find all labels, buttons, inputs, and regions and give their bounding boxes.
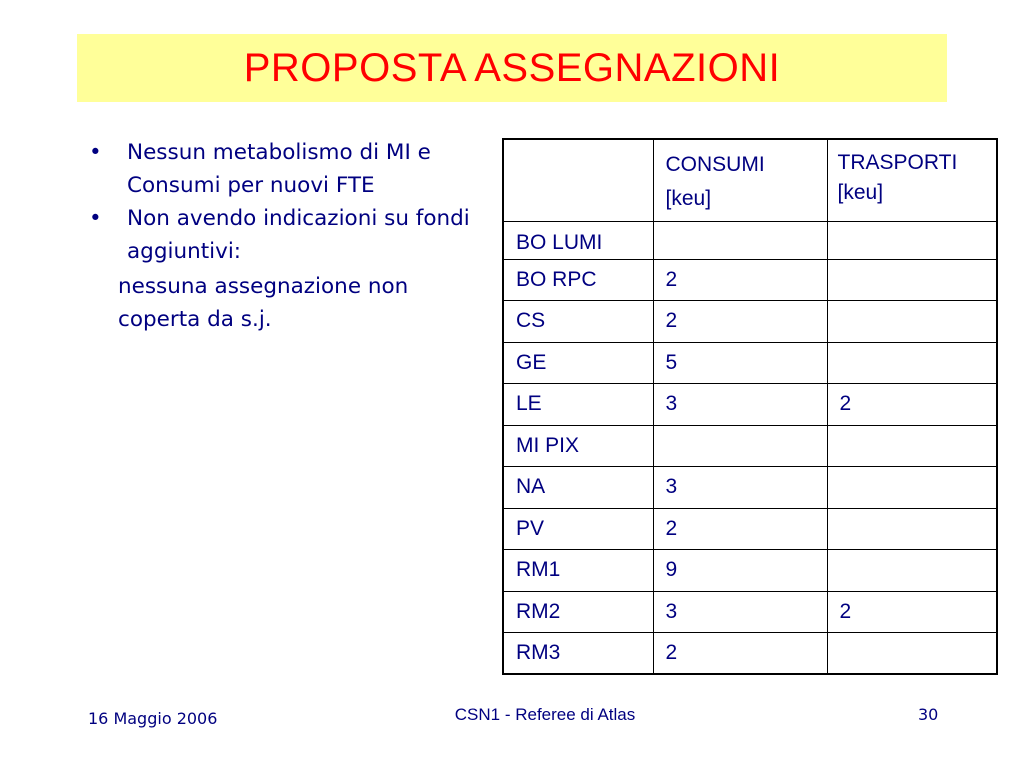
row-name: PV [503,508,653,550]
row-consumi [653,425,827,467]
row-name: MI PIX [503,425,653,467]
table-row [503,342,997,384]
row-trasporti [827,221,997,259]
row-name: BO LUMI [503,221,653,259]
row-trasporti: 2 [827,591,997,633]
continuation-text: nessuna assegnazione non coperta da s.j. [118,274,409,332]
header-consumi-line1: CONSUMI [665,153,765,176]
row-consumi: 2 [653,633,827,675]
bullet-text: Nessun metabolismo di MI e Consumi per nuovi FTE [127,140,431,198]
row-consumi: 3 [653,467,827,509]
header-trasporti-line1: TRASPORTI [837,151,958,174]
bullet-item [85,136,485,202]
row-consumi: 3 [653,591,827,633]
bullet-text: Non avendo indicazioni su fondi aggiuntivi: [127,206,470,264]
table-row [503,384,997,426]
row-trasporti: 2 [827,384,997,426]
header-empty-cell [503,139,653,221]
table-row [503,301,997,343]
table-row [503,508,997,550]
row-name: BO RPC [503,259,653,301]
footer-date: 16 Maggio 2006 [88,709,218,728]
table-row [503,591,997,633]
row-name: NA [503,467,653,509]
table-row [503,467,997,509]
bullet-dot-icon: • [89,140,102,165]
slide-title: PROPOSTA ASSEGNAZIONI [243,45,781,90]
row-trasporti [827,467,997,509]
bullet-item [85,202,485,268]
row-trasporti [827,508,997,550]
row-name: RM3 [503,633,653,675]
assignments-table [502,138,998,675]
header-trasporti [827,139,997,221]
table-row [503,425,997,467]
footer-page-number: 30 [918,705,939,724]
footer-title: CSN1 - Referee di Atlas [454,705,636,724]
row-name: RM1 [503,550,653,592]
table-row [503,550,997,592]
row-name: CS [503,301,653,343]
row-name: RM2 [503,591,653,633]
table-row [503,221,997,259]
header-consumi-line2: [keu] [665,187,712,210]
row-trasporti [827,259,997,301]
title-banner [77,34,947,102]
row-trasporti [827,633,997,675]
table-row [503,259,997,301]
row-consumi: 5 [653,342,827,384]
header-trasporti-line2: [keu] [837,181,884,204]
row-trasporti [827,342,997,384]
row-consumi: 9 [653,550,827,592]
row-name: LE [503,384,653,426]
row-consumi: 3 [653,384,827,426]
row-consumi: 2 [653,301,827,343]
header-consumi [653,139,827,221]
table-row [503,633,997,675]
row-trasporti [827,301,997,343]
bullet-list [85,136,485,336]
row-consumi: 2 [653,259,827,301]
table-header-row [503,139,997,221]
row-name: GE [503,342,653,384]
row-consumi: 2 [653,508,827,550]
row-consumi [653,221,827,259]
row-trasporti [827,550,997,592]
row-trasporti [827,425,997,467]
bullet-dot-icon: • [89,206,102,231]
